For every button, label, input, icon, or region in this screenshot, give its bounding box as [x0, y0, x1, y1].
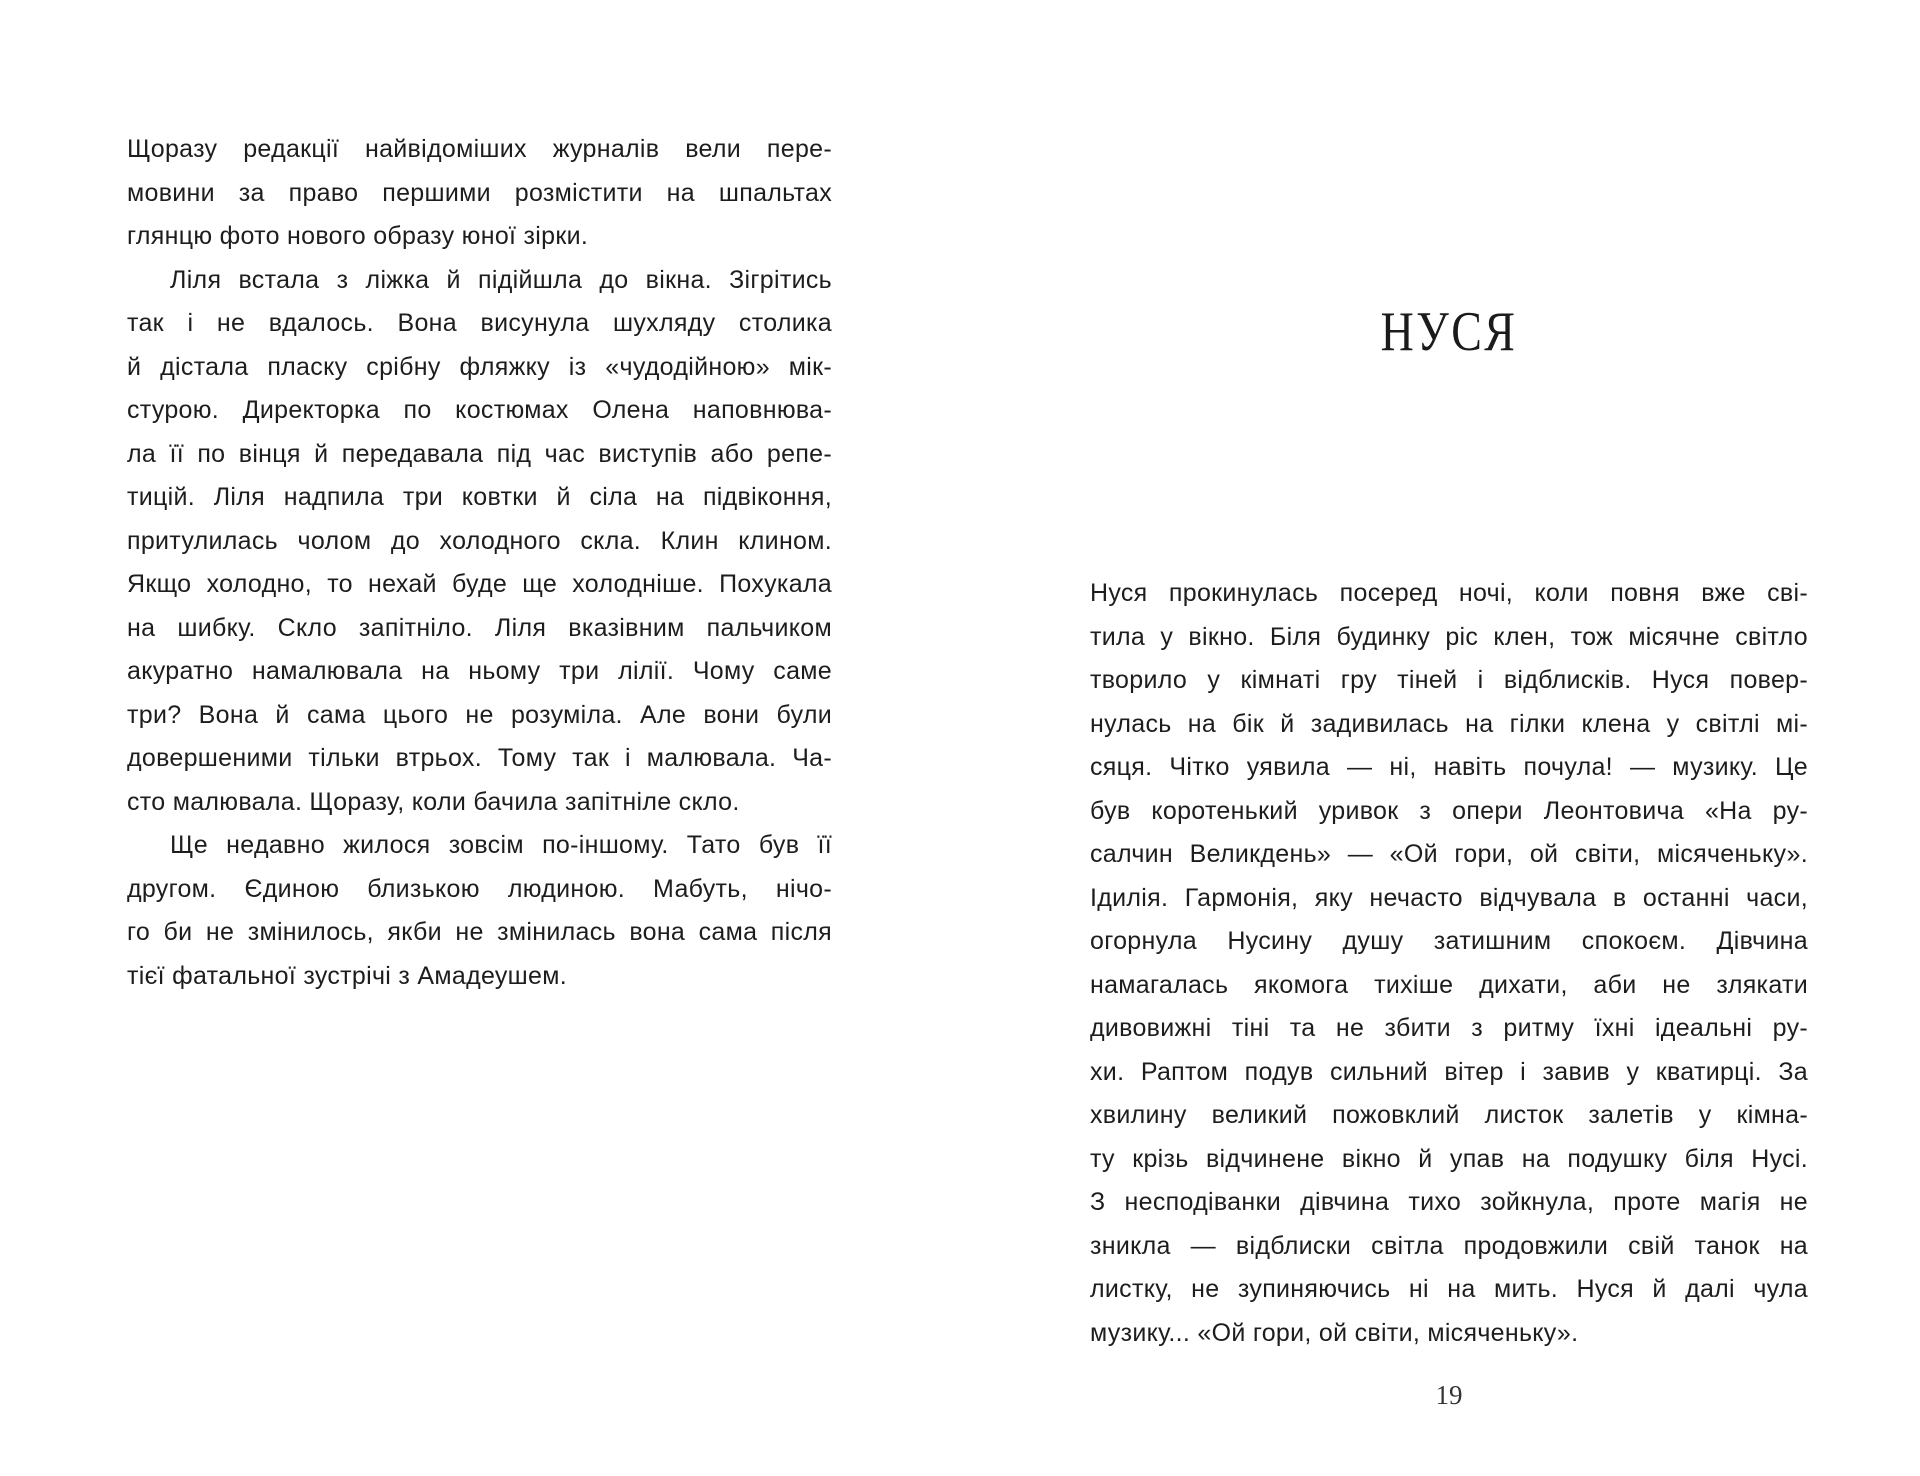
text-line: тієї фатальної зустрічі з Амадеушем. — [127, 961, 567, 990]
text-line: листку, не зупиняючись ні на мить. Нуся й далі чула — [1090, 1275, 1808, 1303]
text-line: творило у кімнаті гру тіней і відблисків. Нуся повер- — [1090, 666, 1808, 694]
text-line: зникла — відблиски світла продовжили свій танок на — [1090, 1231, 1808, 1260]
text-line: огорнула Нусину душу затишним спокоєм. Дівчина — [1090, 927, 1808, 955]
text-line: притулилась чолом до холодного скла. Клин клином. — [127, 526, 832, 555]
text-line: Якщо холодно, то нехай буде ще холодніше. Похукала — [127, 570, 832, 598]
text-line: три? Вона й сама цього не розуміла. Але вони були — [127, 700, 832, 729]
text-line: був коротенький уривок з опери Леонтовича «На ру- — [1090, 796, 1808, 825]
text-line: глянцю фото нового образу юної зірки. — [127, 222, 589, 250]
text-line: Нуся прокинулась посеред ночі, коли повня вже сві- — [1090, 579, 1808, 607]
text-line: Ще недавно жилося зовсім по-іншому. Тато був її — [170, 831, 832, 859]
text-line: ту крізь відчинене вікно й упав на подушку біля Нусі. — [1090, 1144, 1808, 1173]
text-line: другом. Єдиною близькою людиною. Мабуть, нічо- — [127, 874, 832, 903]
text-line: тицій. Ліля надпила три ковтки й сіла на підвіконня, — [127, 483, 832, 511]
text-line: музику... «Ой гори, ой світи, місяченьку». — [1090, 1318, 1579, 1347]
text-line: мовини за право першими розмістити на шпальтах — [127, 178, 832, 207]
text-line: Ліля встала з ліжка й підійшла до вікна. Зігрітись — [170, 265, 832, 294]
left-text-block — [127, 128, 832, 998]
text-line: хвилину великий пожовклий листок залетів у кімна- — [1090, 1101, 1808, 1129]
text-line: салчин Великдень» — «Ой гори, ой світи, місяченьку». — [1090, 840, 1808, 868]
page-right — [960, 0, 1920, 1476]
chapter-title: НУСЯ — [1380, 301, 1518, 363]
right-text-block — [1090, 572, 1808, 1355]
text-line: Щоразу редакції найвідоміших журналів вели пере- — [127, 135, 832, 163]
page-number: 19 — [1435, 1380, 1463, 1410]
text-line: так і не вдалось. Вона висунула шухляду столика — [127, 309, 832, 337]
text-line: Ідилія. Гармонія, яку нечасто відчувала в останні часи, — [1090, 883, 1808, 912]
text-line: хи. Раптом подув сильний вітер і завив у кватирці. За — [1090, 1057, 1808, 1086]
text-line: намагалась якомога тихіше дихати, аби не злякати — [1090, 970, 1808, 999]
text-line: дивовижні тіні та не збити з ритму їхні ідеальні ру- — [1090, 1014, 1808, 1042]
text-line: З несподіванки дівчина тихо зойкнула, проте магія не — [1090, 1188, 1808, 1216]
text-line: на шибку. Скло запітніло. Ліля вказівним пальчиком — [127, 613, 832, 642]
text-line: довершеними тільки втрьох. Тому так і малювала. Ча- — [127, 744, 832, 772]
text-line: й дістала пласку срібну фляжку із «чудодійною» мік- — [127, 352, 832, 381]
text-line: акуратно намалювала на ньому три лілії. Чому саме — [127, 657, 832, 685]
text-line: тила у вікно. Біля будинку ріс клен, тож місячне світло — [1090, 622, 1808, 651]
text-line: сяця. Чітко уявила — ні, навіть почула! — музику. Це — [1090, 753, 1808, 781]
text-line: сто малювала. Щоразу, коли бачила запітніле скло. — [127, 787, 740, 816]
text-line: стурою. Директорка по костюмах Олена наповнюва- — [127, 396, 832, 424]
text-line: ла її по вінця й передавала під час виступів або репе- — [127, 439, 832, 468]
text-line: нулась на бік й задивилась на гілки клена у світлі мі- — [1090, 709, 1808, 738]
text-line: го би не змінилось, якби не змінилась вона сама після — [127, 918, 832, 946]
